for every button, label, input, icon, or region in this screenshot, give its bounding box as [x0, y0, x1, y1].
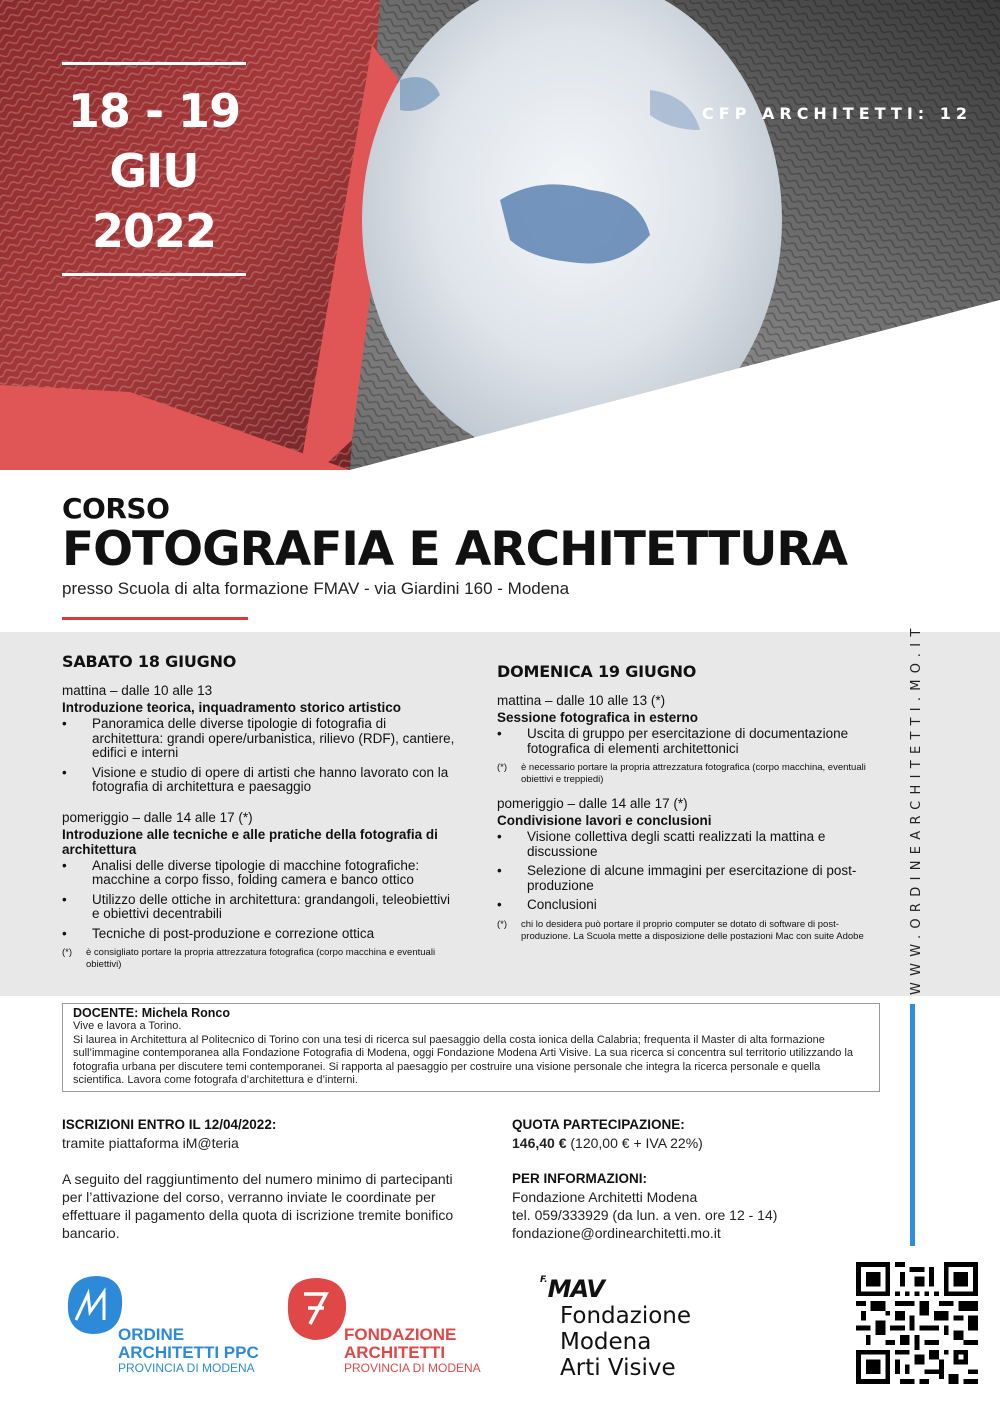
saturday-afternoon-title: Introduzione alle tecniche e alle pratiche della fotografia di architettura	[62, 826, 438, 857]
sunday-afternoon-time: pomeriggio – dalle 14 alle 17 (*)	[497, 796, 688, 811]
date-top-rule	[62, 62, 246, 65]
note-marker: (*)	[497, 918, 508, 930]
list-item: • Utilizzo delle ottiche in architettura: grandangoli, teleobiettivi e obiettivi decentrabili	[62, 893, 460, 922]
fmav-mark-text: MAV	[547, 1275, 604, 1303]
fmav-logo	[540, 1275, 760, 1390]
instructor-location: Vive e lavora a Torino.	[73, 1020, 182, 1033]
website-link[interactable]: WWW.ORDINEARCHITETTI.MO.IT	[909, 622, 924, 995]
saturday-morning-title: Introduzione teorica, inquadramento storico artistico	[62, 700, 402, 715]
fmav-mark-sub: F.	[540, 1275, 548, 1285]
ordine-architetti-logo	[58, 1272, 298, 1382]
registration-text: A seguito del raggiuntimento del numero minimo di partecipanti per l’attivazione del corso, verranno inviate le coordinate per effettuare il pagamento della quota di iscrizione tremite bonifico bancario.	[62, 1171, 454, 1241]
list-item: • Visione collettiva degli scatti realizzati la mattina e discussione	[497, 830, 887, 859]
list-item: • Panoramica delle diverse tipologie di fotografia di architettura: grandi opere/urbanistica, rilievo (RDF), cantiere, edifici e interni	[62, 717, 460, 761]
date-bottom-rule	[62, 273, 246, 276]
course-location: presso Scuola di alta formazione FMAV - via Giardini 160 - Modena	[62, 579, 570, 598]
fee-detail: (120,00 € + IVA 22%)	[566, 1135, 703, 1151]
fee-value	[512, 1134, 832, 1152]
registration-info	[62, 1116, 462, 1242]
note-marker: (*)	[62, 947, 73, 958]
saturday-note	[62, 947, 460, 971]
fondazione-architetti-logo	[278, 1272, 508, 1382]
sunday-morning-note	[497, 762, 887, 786]
contact-org: Fondazione Architetti Modena	[512, 1189, 698, 1205]
sunday-morning-list	[497, 727, 887, 756]
sunday-afternoon-note	[497, 919, 887, 943]
saturday-afternoon-time: pomeriggio – dalle 14 alle 17 (*)	[62, 809, 253, 825]
note-text: è consigliato portare la propria attrezzatura fotografica (corpo macchina e eventuali obiettivi)	[86, 947, 436, 970]
note-marker: (*)	[497, 762, 508, 773]
saturday-heading: SABATO 18 GIUGNO	[62, 652, 237, 671]
list-item: • Conclusioni	[497, 898, 887, 913]
registration-label: ISCRIZIONI ENTRO IL 12/04/2022:	[62, 1117, 277, 1132]
event-date	[62, 81, 246, 261]
saturday-morning-list	[62, 717, 460, 795]
fee-contact-info	[512, 1116, 832, 1242]
saturday-column	[62, 652, 460, 971]
fmav-line3: Arti Visive	[560, 1355, 676, 1381]
contact-label: PER INFORMAZIONI:	[512, 1171, 647, 1186]
title-underline	[62, 617, 248, 620]
cfp-credits: CFP ARCHITETTI: 12	[702, 104, 972, 123]
accent-bar	[910, 1004, 915, 1246]
list-item: • Analisi delle diverse tipologie di macchine fotografiche: macchine a corpo fisso, folding camera e banco ottico	[62, 859, 460, 888]
date-days: 18 - 19	[67, 84, 241, 138]
fmav-name	[560, 1303, 691, 1381]
date-year: 2022	[91, 204, 217, 258]
fondazione-line1: FONDAZIONE	[344, 1325, 457, 1344]
sunday-morning-time: mattina – dalle 10 alle 13 (*)	[497, 693, 666, 708]
registration-platform: tramite piattaforma iM@teria	[62, 1135, 239, 1151]
sunday-heading: DOMENICA 19 GIUGNO	[497, 662, 697, 681]
qr-code-icon[interactable]	[856, 1262, 978, 1384]
contact-email[interactable]: fondazione@ordinearchitetti.mo.it	[512, 1225, 721, 1241]
fee-amount: 146,40 €	[512, 1135, 567, 1151]
ordine-line2: ARCHITETTI PPC	[118, 1343, 259, 1362]
fmav-line2: Modena	[560, 1329, 652, 1355]
sunday-morning-title: Sessione fotografica in esterno	[497, 710, 699, 725]
fondazione-mark-icon	[280, 1274, 352, 1346]
saturday-morning-time: mattina – dalle 10 alle 13	[62, 683, 213, 698]
date-block	[62, 62, 246, 276]
fondazione-line3: PROVINCIA DI MODENA	[344, 1361, 481, 1375]
note-text: è necessario portare la propria attrezzatura fotografica (corpo macchina, eventuali obiettivi e treppiedi)	[521, 762, 866, 785]
contact-phone: tel. 059/333929 (da lun. a ven. ore 12 - 14)	[512, 1207, 778, 1223]
list-item: • Tecniche di post-produzione e correzione ottica	[62, 927, 460, 942]
sunday-afternoon-title: Condivisione lavori e conclusioni	[497, 813, 712, 828]
note-text: chi lo desidera può portare il proprio computer se dotato di software di post-produzione. La Scuola mette a disposizione delle postazioni Mac con suite Adobe	[521, 918, 864, 942]
list-item: • Uscita di gruppo per esercitazione di documentazione fotografica di elementi architettonici	[497, 727, 887, 756]
fmav-line1: Fondazione	[560, 1303, 692, 1329]
instructor-bio: Si laurea in Architettura al Politecnico di Torino con una tesi di ricerca sul paesaggio della costa ionica della Calabria; frequenta il Master di alta formazione sull’immagine contemporanea alla Fondazione Fotografia di Modena, oggi Fondazione Modena Arti Visive. La sua ricerca si concentra sul territorio utilizzando la fotografia urbana per discutere temi contemporanei. Si rapporta al paesaggio per costruire una visione personale che integra la ricerca personale e quella scientifica. Lavora come fotografa d’architettura e d’interni.	[73, 1033, 854, 1087]
course-kicker: CORSO	[62, 492, 170, 525]
instructor-box	[62, 1003, 880, 1092]
fondazione-line2: ARCHITETTI	[344, 1343, 446, 1362]
fmav-mark	[540, 1275, 604, 1303]
sunday-column	[497, 662, 887, 943]
ordine-line1: ORDINE	[118, 1325, 185, 1344]
page-title: FOTOGRAFIA E ARCHITETTURA	[62, 522, 847, 577]
sunday-afternoon-list	[497, 830, 887, 913]
fee-label: QUOTA PARTECIPAZIONE:	[512, 1117, 685, 1132]
saturday-afternoon-list	[62, 859, 460, 942]
date-month: GIU	[109, 144, 199, 198]
program-section	[0, 622, 1000, 996]
ordine-line3: PROVINCIA DI MODENA	[118, 1361, 255, 1375]
instructor-name: DOCENTE: Michela Ronco	[73, 1006, 230, 1020]
list-item: • Visione e studio di opere di artisti che hanno lavorato con la fotografia di architettura e paesaggio	[62, 766, 460, 795]
title-block	[62, 492, 847, 599]
list-item: • Selezione di alcune immagini per esercitazione di post-produzione	[497, 864, 887, 893]
